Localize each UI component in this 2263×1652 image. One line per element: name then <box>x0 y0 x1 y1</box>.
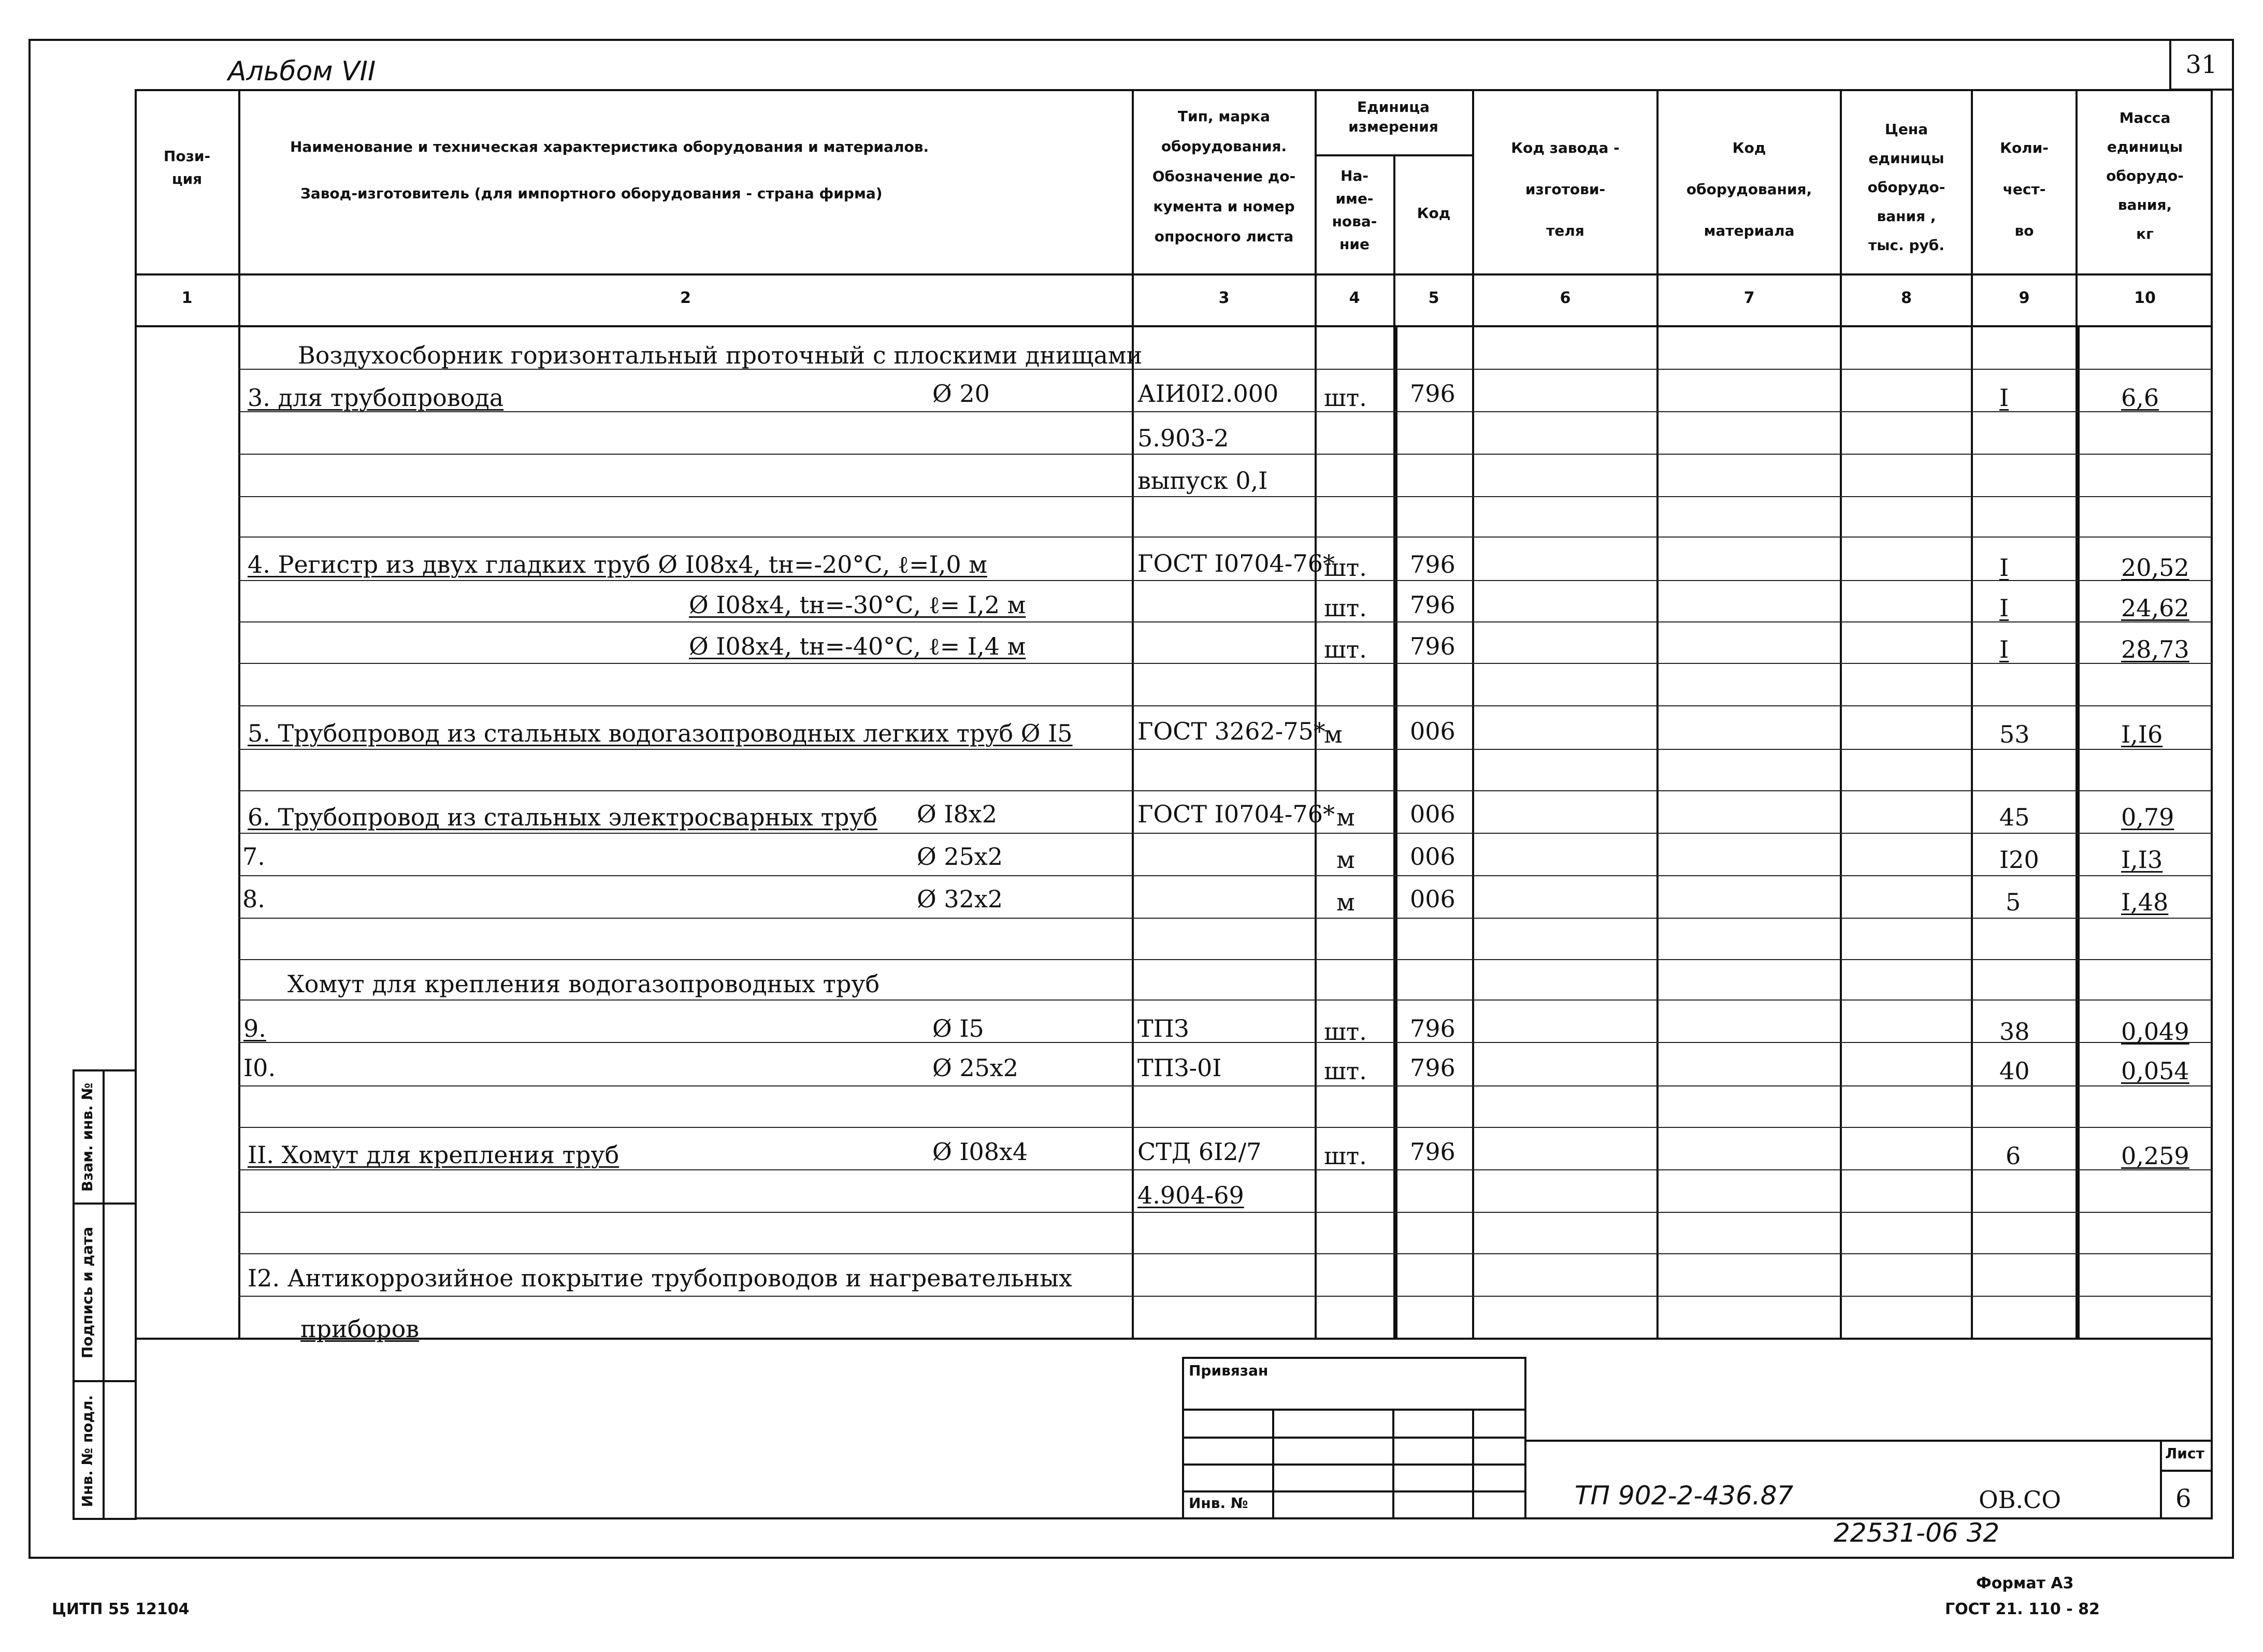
item-unit-code: 796 <box>1410 1015 1455 1042</box>
item-diameter: Ø I8х2 <box>917 800 997 828</box>
item-quantity: 5 <box>2006 888 2021 916</box>
item-unit-code: 006 <box>1410 843 1455 871</box>
item-unit: шт. <box>1324 1142 1367 1170</box>
item-name: 5. Трубопровод из стальных водогазопроводных легких труб Ø I5 <box>248 719 1073 747</box>
item-diameter: Ø I08х4 <box>932 1138 1028 1166</box>
item-unit-code: 796 <box>1410 550 1455 578</box>
item-mass: I,I3 <box>2121 846 2163 874</box>
item-type: выпуск 0,I <box>1137 467 1268 495</box>
item-name: 4. Регистр из двух гладких труб Ø I08х4, tн=-20°С, ℓ=I,0 м <box>248 550 987 578</box>
item-unit-code: 006 <box>1410 885 1455 913</box>
item-unit: шт. <box>1324 635 1367 663</box>
column-number: 2 <box>680 289 691 307</box>
item-name: Ø I08х4, tн=-40°С, ℓ= I,4 м <box>689 632 1026 660</box>
item-type: 5.903-2 <box>1137 424 1229 452</box>
item-type: АIИ0I2.000 <box>1137 380 1279 408</box>
sheet-label: Лист <box>2165 1445 2204 1462</box>
sheet-value: 6 <box>2175 1484 2192 1513</box>
document-code: ОВ.СО <box>1979 1486 2062 1514</box>
item-quantity: I <box>1999 635 2009 663</box>
item-unit: м <box>1336 846 1355 874</box>
item-mass: 6,6 <box>2121 384 2159 412</box>
item-type: ГОСТ I0704-76* <box>1137 800 1335 828</box>
document-designation: ТП 902-2-436.87 <box>1575 1481 1794 1511</box>
item-type: ТПЗ-0I <box>1137 1054 1222 1082</box>
column-number: 9 <box>2019 289 2030 307</box>
item-name: приборов <box>300 1315 420 1343</box>
item-mass: I,I6 <box>2121 720 2163 748</box>
item-mass: 28,73 <box>2121 635 2189 663</box>
header-col3: Тип, марка оборудования. Обозначение до- кумента и номер опросного листа <box>1152 108 1296 245</box>
header-col1: Пози- ция <box>163 148 211 187</box>
header-col5: Код <box>1417 205 1451 222</box>
header-col4: На- име- нова- ние <box>1332 167 1377 253</box>
footer-standard: ГОСТ 21. 110 - 82 <box>1945 1600 2100 1618</box>
column-number: 6 <box>1560 289 1571 307</box>
header-col6: Код завода - изготови- теля <box>1511 139 1620 239</box>
item-diameter: Ø 32х2 <box>917 885 1003 913</box>
item-name: 3. для трубопровода <box>248 384 504 412</box>
item-name: 9. <box>243 1015 266 1042</box>
item-unit: м <box>1336 888 1355 916</box>
item-unit: шт. <box>1324 1018 1367 1046</box>
column-number: 10 <box>2134 289 2156 307</box>
item-diameter: Ø I5 <box>932 1015 984 1042</box>
header-col9: Коли- чест- во <box>2000 139 2049 239</box>
item-mass: 0,054 <box>2121 1057 2189 1085</box>
item-quantity: I20 <box>1999 846 2039 874</box>
column-number: 1 <box>181 289 193 307</box>
item-diameter: Ø 25х2 <box>917 843 1003 871</box>
column-number: 5 <box>1428 289 1439 307</box>
item-unit-code: 796 <box>1410 380 1455 408</box>
item-mass: I,48 <box>2121 888 2169 916</box>
item-diameter: Ø 20 <box>932 380 990 408</box>
item-name: I2. Антикоррозийное покрытие трубопроводов и нагревательных <box>248 1264 1072 1292</box>
item-diameter: Ø 25х2 <box>932 1054 1019 1082</box>
item-name: 8. <box>242 885 265 913</box>
column-number: 4 <box>1349 289 1360 307</box>
footer-format: Формат А3 <box>1976 1574 2074 1592</box>
item-type: ГОСТ 3262-75* <box>1137 717 1325 745</box>
item-unit-code: 796 <box>1410 1138 1455 1166</box>
item-quantity: 40 <box>1999 1057 2030 1085</box>
inventory-label: Инв. № <box>1189 1495 1248 1512</box>
column-number: 7 <box>1743 289 1755 307</box>
side-stamp-signature: Подпись и дата <box>79 1226 96 1359</box>
album-label: Альбом VII <box>228 56 376 87</box>
item-mass: 0,259 <box>2121 1142 2189 1170</box>
item-quantity: I <box>1999 384 2009 412</box>
item-unit: шт. <box>1324 384 1367 412</box>
item-unit-code: 796 <box>1410 591 1455 619</box>
column-number: 3 <box>1218 289 1230 307</box>
item-unit: шт. <box>1324 1057 1367 1085</box>
item-unit: м <box>1324 720 1343 748</box>
header-col7: Код оборудования, материала <box>1686 139 1812 239</box>
item-quantity: 38 <box>1999 1018 2030 1046</box>
item-mass: 24,62 <box>2121 594 2189 622</box>
item-quantity: I <box>1999 554 2009 582</box>
header-unit-group: Единица измерения <box>1348 98 1438 135</box>
item-name: 6. Трубопровод из стальных электросварных труб <box>248 803 878 831</box>
item-mass: 0,049 <box>2121 1018 2189 1046</box>
item-quantity: 6 <box>2006 1142 2021 1170</box>
item-unit: шт. <box>1324 594 1367 622</box>
item-unit-code: 006 <box>1410 800 1455 828</box>
item-name: II. Хомут для крепления труб <box>248 1141 619 1169</box>
header-col8: Цена единицы оборудо- вания , тыс. руб. <box>1867 121 1945 254</box>
item-name: Воздухосборник горизонтальный проточный с плоскими днищами <box>298 341 1143 369</box>
item-type: СТД 6I2/7 <box>1137 1138 1262 1166</box>
item-quantity: 45 <box>1999 803 2030 831</box>
archive-number: 22531-06 32 <box>1834 1518 2000 1548</box>
item-mass: 0,79 <box>2121 803 2174 831</box>
binding-label: Привязан <box>1189 1362 1269 1379</box>
header-col10: Масса единицы оборудо- вания, кг <box>2106 109 2184 242</box>
side-stamp-replacement: Взам. инв. № <box>79 1082 96 1192</box>
header-col2: Наименование и техническая характеристика оборудования и материалов. Завод-изготовитель (для импортного оборудования - страна фирма) <box>290 138 929 202</box>
item-name: I0. <box>243 1054 276 1082</box>
item-unit-code: 796 <box>1410 1054 1455 1082</box>
item-mass: 20,52 <box>2121 554 2189 582</box>
item-type: ГОСТ I0704-76* <box>1137 549 1335 577</box>
footer-left: ЦИТП 55 12104 <box>52 1600 190 1618</box>
item-name: Хомут для крепления водогазопроводных труб <box>287 970 880 998</box>
item-unit-code: 006 <box>1410 717 1455 745</box>
item-quantity: 53 <box>1999 720 2030 748</box>
item-quantity: I <box>1999 594 2009 622</box>
item-unit-code: 796 <box>1410 632 1455 660</box>
item-unit: м <box>1336 803 1355 831</box>
item-name: Ø I08х4, tн=-30°С, ℓ= I,2 м <box>689 591 1026 619</box>
item-type: 4.904-69 <box>1137 1181 1244 1209</box>
item-name: 7. <box>242 843 265 871</box>
sheet-number: 31 <box>2185 50 2217 79</box>
column-number: 8 <box>1901 289 1912 307</box>
item-unit: шт. <box>1324 554 1367 582</box>
side-stamp-inventory: Инв. № подл. <box>79 1395 96 1508</box>
item-type: ТПЗ <box>1137 1015 1189 1042</box>
